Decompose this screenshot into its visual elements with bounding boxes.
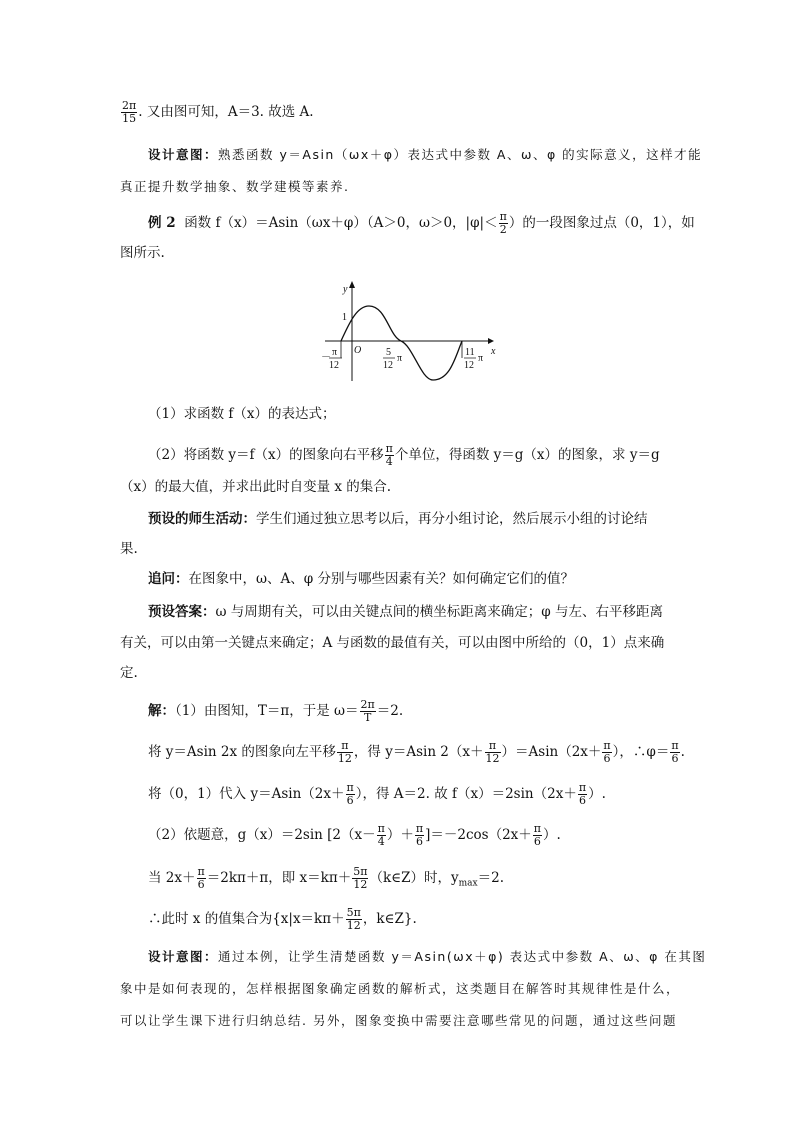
example-2-line2: 图所示. — [120, 245, 165, 261]
fraction: $\frac{5\pi}{12}$ — [346, 906, 361, 932]
solution-line5: 当 2x＋ $\frac{\pi}{6}$ ＝2kπ＋π，即 x＝kπ＋ $\frac{5\pi}{12}$ （k∈Z）时，$y_{max}=2$. — [148, 865, 505, 891]
sine-curve — [341, 306, 462, 380]
activity-line2: 果. — [120, 541, 138, 557]
fraction: $\frac{\pi}{2}$ — [499, 210, 507, 236]
fraction: $\frac{\pi}{12}$ — [337, 739, 352, 765]
x-axis-arrow — [488, 338, 494, 344]
svg-text:11: 11 — [465, 347, 475, 358]
answer-line2: 有关，可以由第一关键点来确定；A 与函数的最值有关，可以由图中所给的（0，1）点来确 — [120, 635, 665, 651]
line-result: $\frac{2\pi}{15}$ . 又由图可知，A＝3. 故选 A. — [122, 99, 314, 125]
question-1: （1）求函数 f（x）的表达式； — [148, 406, 336, 422]
x-axis-label: x — [491, 346, 496, 357]
svg-text:12: 12 — [464, 360, 474, 371]
fraction: $\frac{\pi}{6}$ — [533, 822, 542, 848]
answer-line1: 预设答案：ω 与周期有关，可以由关键点间的横坐标距离来确定；φ 与左、右平移距离 — [148, 604, 664, 620]
svg-text:12: 12 — [329, 360, 339, 371]
svg-text:π: π — [478, 353, 484, 364]
svg-text:12: 12 — [383, 360, 393, 371]
question-2-line1: （2）将函数 y＝f（x）的图象向右平移 $\frac{\pi}{4}$ 个单位，得函数 y＝g（x）的图象，求 y＝g — [148, 442, 660, 468]
fraction: $\frac{\pi}{6}$ — [197, 865, 205, 891]
fraction: $\frac{\pi}{6}$ — [415, 822, 424, 848]
design-intent-1-line1: 设计意图：熟悉函数 y＝Asin（ωx＋φ）表达式中参数 A、ω、φ 的实际意义，这样才能 — [148, 147, 703, 162]
follow-up-question: 追问：在图象中，ω、A、φ 分别与哪些因素有关？如何确定它们的值？ — [148, 571, 575, 587]
fraction: $\frac{\pi}{4}$ — [385, 442, 393, 468]
svg-text:－: － — [321, 352, 331, 363]
fraction: $\frac{\pi}{6}$ — [346, 781, 354, 807]
solution-line3: 将（0，1）代入 y＝Asin（2x＋ $\frac{\pi}{6}$ ），得 A＝2. 故 f（x）＝2sin（2x＋ $\frac{\pi}{6}$ ）. — [148, 781, 606, 807]
fraction: $\frac{\pi}{6}$ — [671, 739, 679, 765]
svg-text:π: π — [332, 347, 338, 358]
solution-line6: ∴此时 x 的值集合为{x|x＝kπ＋ $\frac{5\pi}{12}$ ，k∈Z}. — [148, 906, 417, 932]
y-axis-arrow — [349, 281, 355, 288]
fraction: $\frac{2\pi}{T}$ — [360, 698, 375, 724]
design-intent-1-line2: 真正提升数学抽象、数学建模等素养. — [120, 179, 350, 194]
answer-line3: 定. — [120, 665, 138, 681]
fraction: $\frac{2\pi}{15}$ — [122, 99, 137, 125]
y-tick-1: 1 — [342, 312, 347, 323]
x-tick-label-left — [321, 347, 342, 371]
solution-line1: 解：（1）由图知，T＝π，于是 ω＝ $\frac{2\pi}{T}$ ＝2. — [148, 698, 404, 724]
fraction: $\frac{\pi}{6}$ — [603, 739, 611, 765]
example-2-line1: 例 2 函数 f（x）＝Asin（ωx＋φ）（A＞0，ω＞0，|φ|＜ $\frac{\pi}{2}$ ）的一段图象过点（0，1），如 — [148, 210, 695, 236]
origin-label: O — [354, 345, 362, 356]
y-axis-label: y — [343, 284, 348, 295]
x-tick-label-right — [464, 347, 483, 371]
x-tick-label-mid — [383, 347, 402, 371]
question-2-line2: （x）的最大值，并求出此时自变量 x 的集合. — [120, 479, 392, 495]
fraction: $\frac{\pi}{4}$ — [377, 822, 385, 848]
fraction: $\frac{\pi}{12}$ — [485, 739, 500, 765]
solution-line2: 将 y＝Asin 2x 的图象向左平移 $\frac{\pi}{12}$ ，得 y＝Asin 2（x＋ $\frac{\pi}{12}$ ）＝Asin（2x＋ $\frac{\pi}{6}$ ），∴φ＝ $\frac{\pi}{6}$ . — [148, 739, 685, 765]
sine-graph — [320, 276, 496, 386]
svg-text:π: π — [397, 353, 403, 364]
fraction: $\frac{5\pi}{12}$ — [353, 865, 368, 891]
design-intent-2-line1: 设计意图：通过本例，让学生清楚函数 y＝Asin(ωx＋φ) 表达式中参数 A、ω、φ 在其图 — [148, 949, 707, 964]
design-intent-2-line3: 可以让学生课下进行归纳总结. 另外，图象变换中需要注意哪些常见的问题，通过这些问题 — [120, 1013, 677, 1028]
fraction: $\frac{\pi}{6}$ — [578, 781, 587, 807]
svg-text:5: 5 — [386, 347, 391, 358]
design-intent-2-line2: 象中是如何表现的，怎样根据图象确定函数的解析式，这类题目在解答时其规律性是什么， — [120, 981, 681, 996]
solution-line4: （2）依题意，g（x）＝2sin [2（x－ $\frac{\pi}{4}$ ）＋ $\frac{\pi}{6}$ ]＝－2cos（2x＋ $\frac{\pi}{6}$ ）. — [148, 822, 561, 848]
activity-line1: 预设的师生活动：学生们通过独立思考以后，再分小组讨论，然后展示小组的讨论结 — [148, 511, 648, 527]
